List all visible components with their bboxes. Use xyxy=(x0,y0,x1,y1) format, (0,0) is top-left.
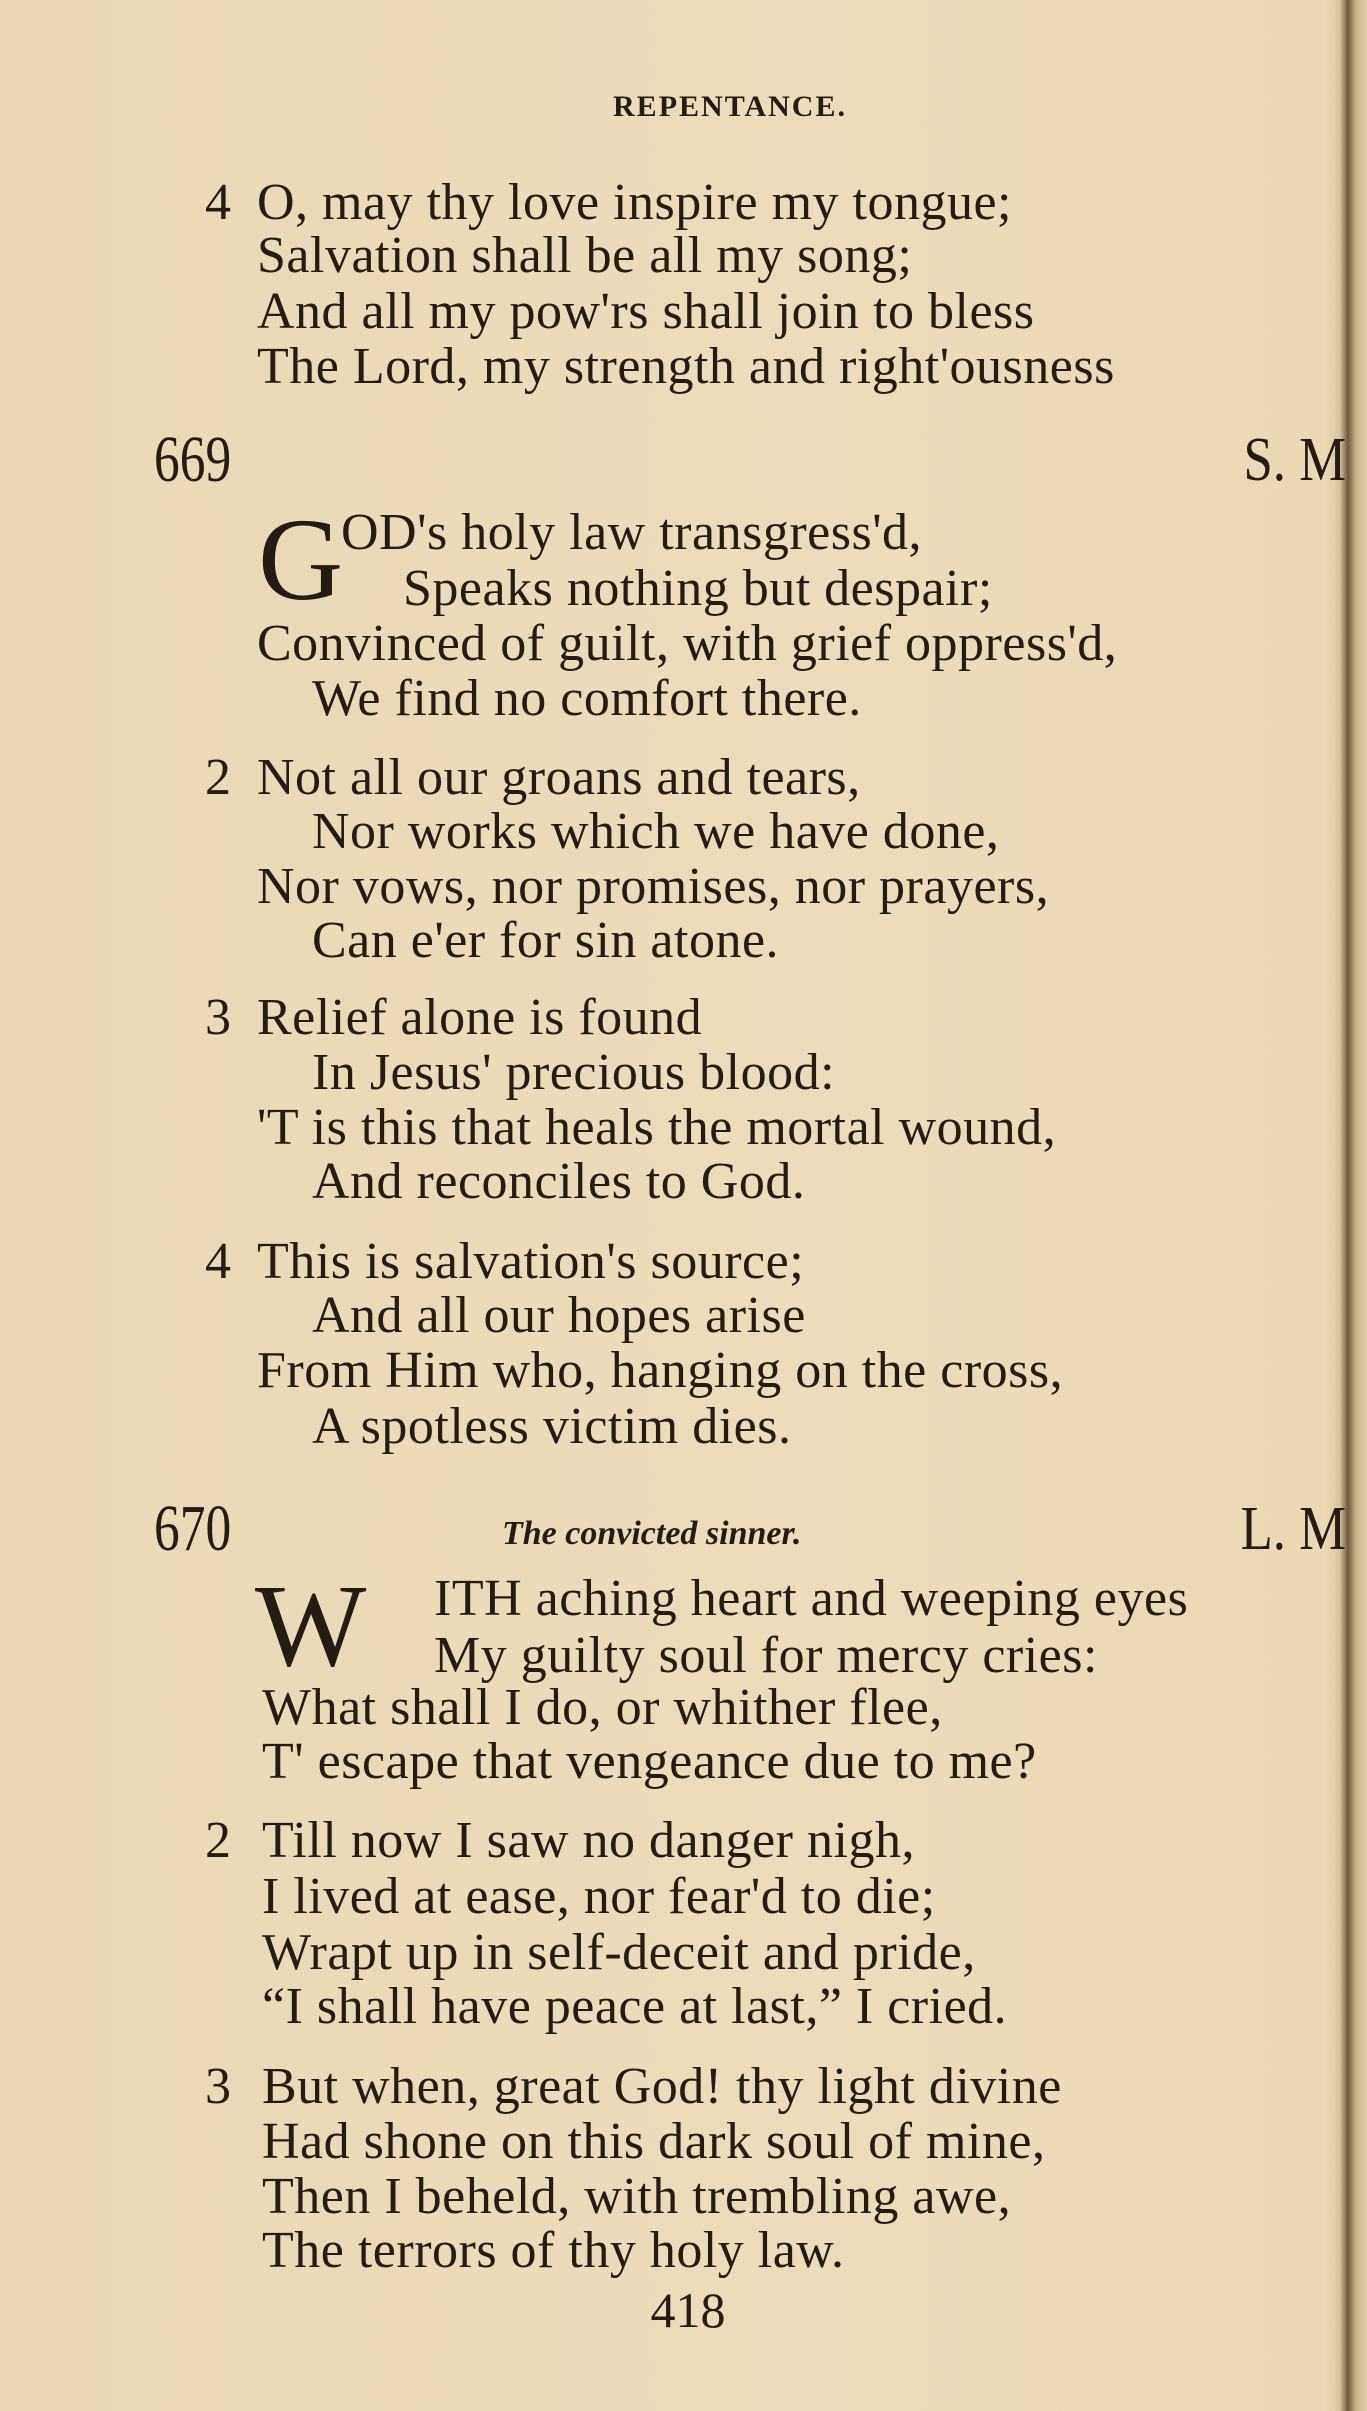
verse-line: This is salvation's source; xyxy=(257,1233,805,1290)
verse-line: What shall I do, or whither flee, xyxy=(262,1679,943,1736)
verse-line: Had shone on this dark soul of mine, xyxy=(262,2113,1046,2170)
verse-line: In Jesus' precious blood: xyxy=(312,1044,836,1101)
verse-line: And all our hopes arise xyxy=(312,1287,806,1344)
verse-number: 4 xyxy=(205,174,232,231)
verse-line: Till now I saw no danger nigh, xyxy=(262,1812,915,1869)
verse-line: Then I beheld, with trembling awe, xyxy=(262,2168,1012,2225)
verse-line: The Lord, my strength and right'ousness xyxy=(257,338,1115,395)
verse-line: But when, great God! thy light divine xyxy=(262,2058,1062,2115)
drop-cap: G xyxy=(258,494,344,625)
drop-cap: W xyxy=(255,1560,367,1691)
verse-line: Convinced of guilt, with grief oppress'd, xyxy=(257,615,1118,672)
verse-line: A spotless victim dies. xyxy=(312,1398,792,1455)
verse-line: Speaks nothing but despair; xyxy=(403,560,993,617)
verse-line: The terrors of thy holy law. xyxy=(262,2222,845,2279)
verse-line: I lived at ease, nor fear'd to die; xyxy=(262,1868,936,1925)
verse-line: From Him who, hanging on the cross, xyxy=(257,1342,1064,1399)
hymn-number: 669 xyxy=(154,423,232,496)
hymn-meter: L. M xyxy=(1240,1495,1346,1563)
verse-line: And reconciles to God. xyxy=(312,1153,806,1210)
verse-line: Wrapt up in self-deceit and pride, xyxy=(262,1924,976,1981)
verse-line: Salvation shall be all my song; xyxy=(257,227,913,284)
hymn-title: The convicted sinner. xyxy=(502,1515,802,1552)
running-header: REPENTANCE. xyxy=(613,90,847,123)
verse-number: 2 xyxy=(205,749,232,806)
verse-line: Can e'er for sin atone. xyxy=(312,912,780,969)
verse-line: ITH aching heart and weeping eyes xyxy=(434,1570,1189,1627)
verse-line: My guilty soul for mercy cries: xyxy=(434,1627,1098,1684)
verse-line: Nor vows, nor promises, nor prayers, xyxy=(257,858,1050,915)
verse-number: 4 xyxy=(205,1233,232,1290)
verse-number: 3 xyxy=(205,2058,232,2115)
verse-line: 'T is this that heals the mortal wound, xyxy=(257,1099,1057,1156)
verse-line: Nor works which we have done, xyxy=(312,803,1000,860)
verse-line: T' escape that vengeance due to me? xyxy=(262,1733,1037,1790)
verse-line: OD's holy law transgress'd, xyxy=(341,504,923,561)
verse-number: 2 xyxy=(205,1812,232,1869)
verse-line: O, may thy love inspire my tongue; xyxy=(257,174,1013,231)
page-number: 418 xyxy=(650,2282,726,2338)
verse-line: We find no comfort there. xyxy=(312,670,862,727)
hymn-number: 670 xyxy=(154,1492,232,1565)
verse-line: Not all our groans and tears, xyxy=(257,749,861,806)
hymn-meter: S. M xyxy=(1243,426,1346,494)
verse-number: 3 xyxy=(205,989,232,1046)
verse-line: And all my pow'rs shall join to bless xyxy=(257,283,1035,340)
verse-line: Relief alone is found xyxy=(257,989,703,1046)
verse-line: “I shall have peace at last,” I cried. xyxy=(262,1978,1008,2035)
